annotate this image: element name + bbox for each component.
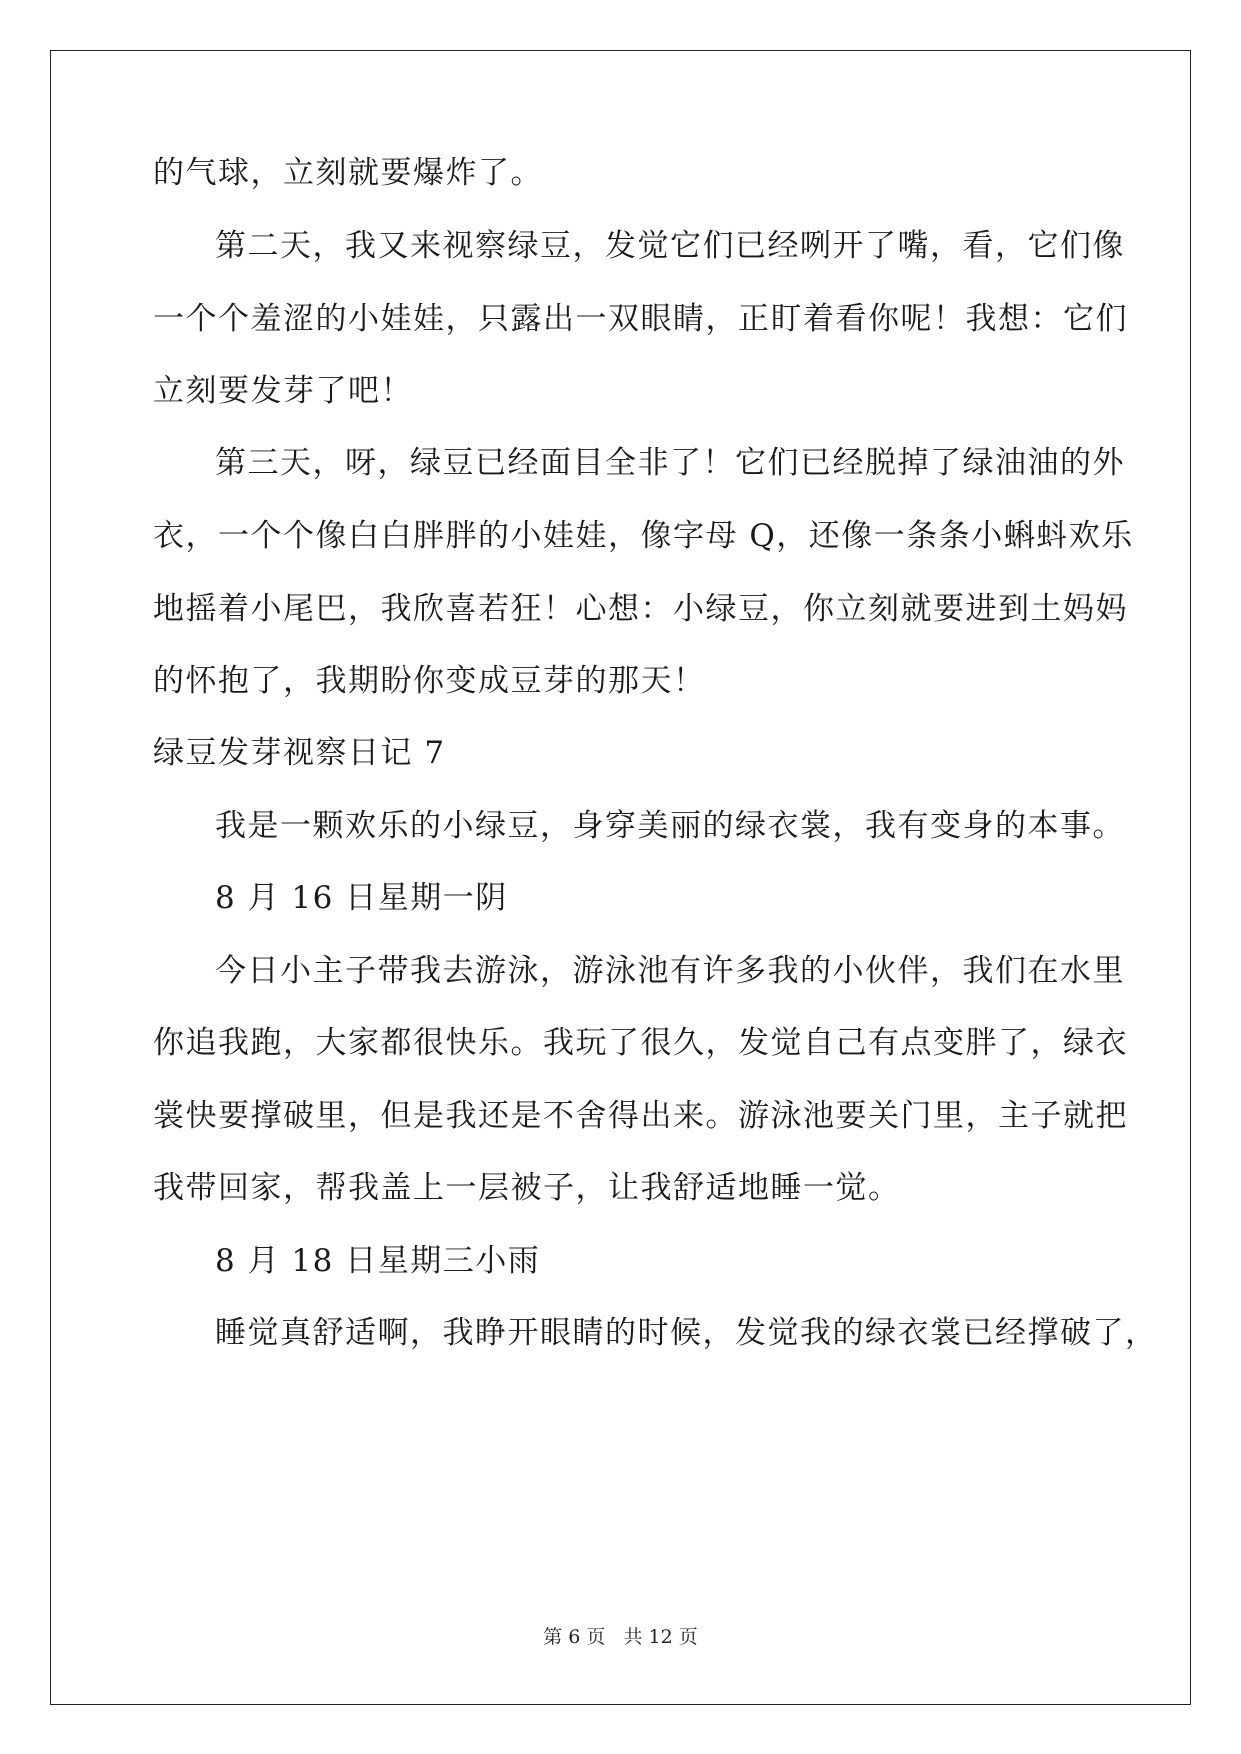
text-line: 的怀抱了，我期盼你变成豆芽的那天！	[153, 663, 706, 699]
text-line: 第二天，我又来视察绿豆，发觉它们已经咧开了嘴，看，它们像	[215, 228, 1125, 264]
text-line: 裳快要撑破里，但是我还是不舍得出来。游泳池要关门里，主子就把	[153, 1098, 1128, 1134]
text-line: 我带回家，帮我盖上一层被子，让我舒适地睡一觉。	[153, 1170, 901, 1206]
text-line: 的气球，立刻就要爆炸了。	[153, 155, 543, 191]
text-line: 我是一颗欢乐的小绿豆，身穿美丽的绿衣裳，我有变身的本事。	[215, 808, 1125, 844]
text-line: 衣，一个个像白白胖胖的小娃娃，像字母 Q，还像一条条小蝌蚪欢乐	[153, 518, 1134, 554]
date-line: 8 月 16 日星期一阴	[215, 880, 508, 916]
page-number: 第 6 页	[543, 1626, 606, 1648]
date-line: 8 月 18 日星期三小雨	[215, 1243, 541, 1279]
page-footer	[0, 1622, 1241, 1649]
text-line: 地摇着小尾巴，我欣喜若狂！心想：小绿豆，你立刻就要进到土妈妈	[153, 591, 1128, 627]
text-line: 第三天，呀，绿豆已经面目全非了！它们已经脱掉了绿油油的外	[215, 445, 1125, 481]
text-line: 立刻要发芽了吧！	[153, 373, 413, 409]
text-line: 你追我跑，大家都很快乐。我玩了很久，发觉自己有点变胖了，绿衣	[153, 1025, 1128, 1061]
page-total: 共 12 页	[623, 1626, 698, 1648]
text-line: 今日小主子带我去游泳，游泳池有许多我的小伙伴，我们在水里	[215, 953, 1125, 989]
text-line: 睡觉真舒适啊，我睁开眼睛的时候，发觉我的绿衣裳已经撑破了，	[215, 1315, 1158, 1351]
section-heading: 绿豆发芽视察日记 7	[153, 735, 446, 771]
text-line: 一个个羞涩的小娃娃，只露出一双眼睛，正盯着看你呢！我想：它们	[153, 301, 1128, 337]
